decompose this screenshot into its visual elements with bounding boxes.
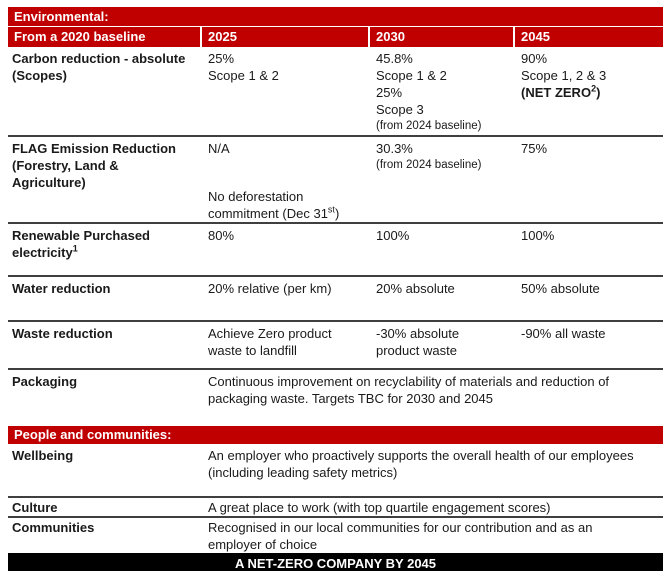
cell-2045: 75% — [521, 141, 548, 156]
table-row-wellbeing — [8, 444, 663, 496]
table-row-packaging — [8, 368, 663, 420]
people-section-header — [8, 426, 663, 444]
table-row-flag-emission — [8, 135, 663, 222]
cell-communities-value: Recognised in our local communities for our contribution and as an employer of choice — [208, 520, 593, 552]
net-zero-note: (NET ZERO$^2$) — [521, 83, 601, 100]
cell-2025: 20% relative (per km) — [208, 281, 332, 296]
row-label: Culture — [12, 500, 58, 515]
cell-culture-value: A great place to work (with top quartile engagement scores) — [208, 500, 551, 515]
row-label: Carbon reduction - absolute (Scopes) — [12, 51, 186, 83]
cell-2030: 45.8% Scope 1 & 2 25% Scope 3 (from 2024 baseline) — [376, 51, 482, 132]
cell-2025: 80% — [208, 228, 235, 243]
row-label: Wellbeing — [12, 448, 74, 463]
cell-wellbeing-value: An employer who proactively supports the overall health of our employees (including leading safety metrics) — [208, 448, 634, 480]
table-row-water-reduction — [8, 275, 663, 320]
table-row-communities — [8, 516, 663, 553]
cell-2030: -30% absolute product waste — [376, 326, 460, 358]
cell-2045: 100% — [521, 228, 555, 243]
year-2025-header: 2025 — [200, 27, 368, 47]
net-zero-footer-banner — [8, 553, 663, 571]
row-label: Renewable Purchased electricity$^1$ — [12, 228, 150, 260]
year-2045-header: 2045 — [513, 27, 663, 47]
cell-2025: Achieve Zero product waste to landfill — [208, 326, 332, 358]
cell-2025: 25% Scope 1 & 2 — [208, 51, 279, 83]
targets-table — [8, 7, 663, 571]
row-label: FLAG Emission Reduction (Forestry, Land & Agriculture) — [12, 141, 176, 190]
table-row-renewable-electricity — [8, 222, 663, 275]
cell-2030: 30.3% (from 2024 baseline) — [376, 141, 482, 171]
cell-2025: N/A No deforestation commitment (Dec 31st) — [200, 137, 368, 222]
row-label: Packaging — [12, 374, 78, 389]
cell-2030: 20% absolute — [376, 281, 455, 296]
table-row-waste-reduction — [8, 320, 663, 368]
baseline-header-cell: From a 2020 baseline — [14, 29, 146, 44]
table-row-carbon-reduction — [8, 47, 663, 135]
people-section-title: People and communities: — [14, 427, 172, 442]
deforestation-date-note: commitment (Dec 31st) — [208, 204, 340, 221]
environmental-section-title: Environmental: — [14, 9, 109, 24]
cell-2045: 90% Scope 1, 2 & 3 (NET ZERO$^2$) — [513, 47, 663, 135]
year-2030-header: 2030 — [368, 27, 513, 47]
year-header-row — [8, 27, 663, 47]
cell-packaging-value: Continuous improvement on recyclability of materials and reduction of packaging waste. Targets TBC for 2030 and 2045 — [208, 374, 610, 406]
row-label: Communities — [12, 520, 95, 535]
row-label: Waste reduction — [12, 326, 113, 341]
cell-2045: -90% all waste — [521, 326, 606, 341]
table-row-culture — [8, 496, 663, 516]
row-label: Water reduction — [12, 281, 111, 296]
environmental-section-header — [8, 7, 663, 27]
footer-text: A NET-ZERO COMPANY BY 2045 — [234, 556, 437, 571]
cell-2045: 50% absolute — [521, 281, 600, 296]
cell-2030: 100% — [376, 228, 410, 243]
